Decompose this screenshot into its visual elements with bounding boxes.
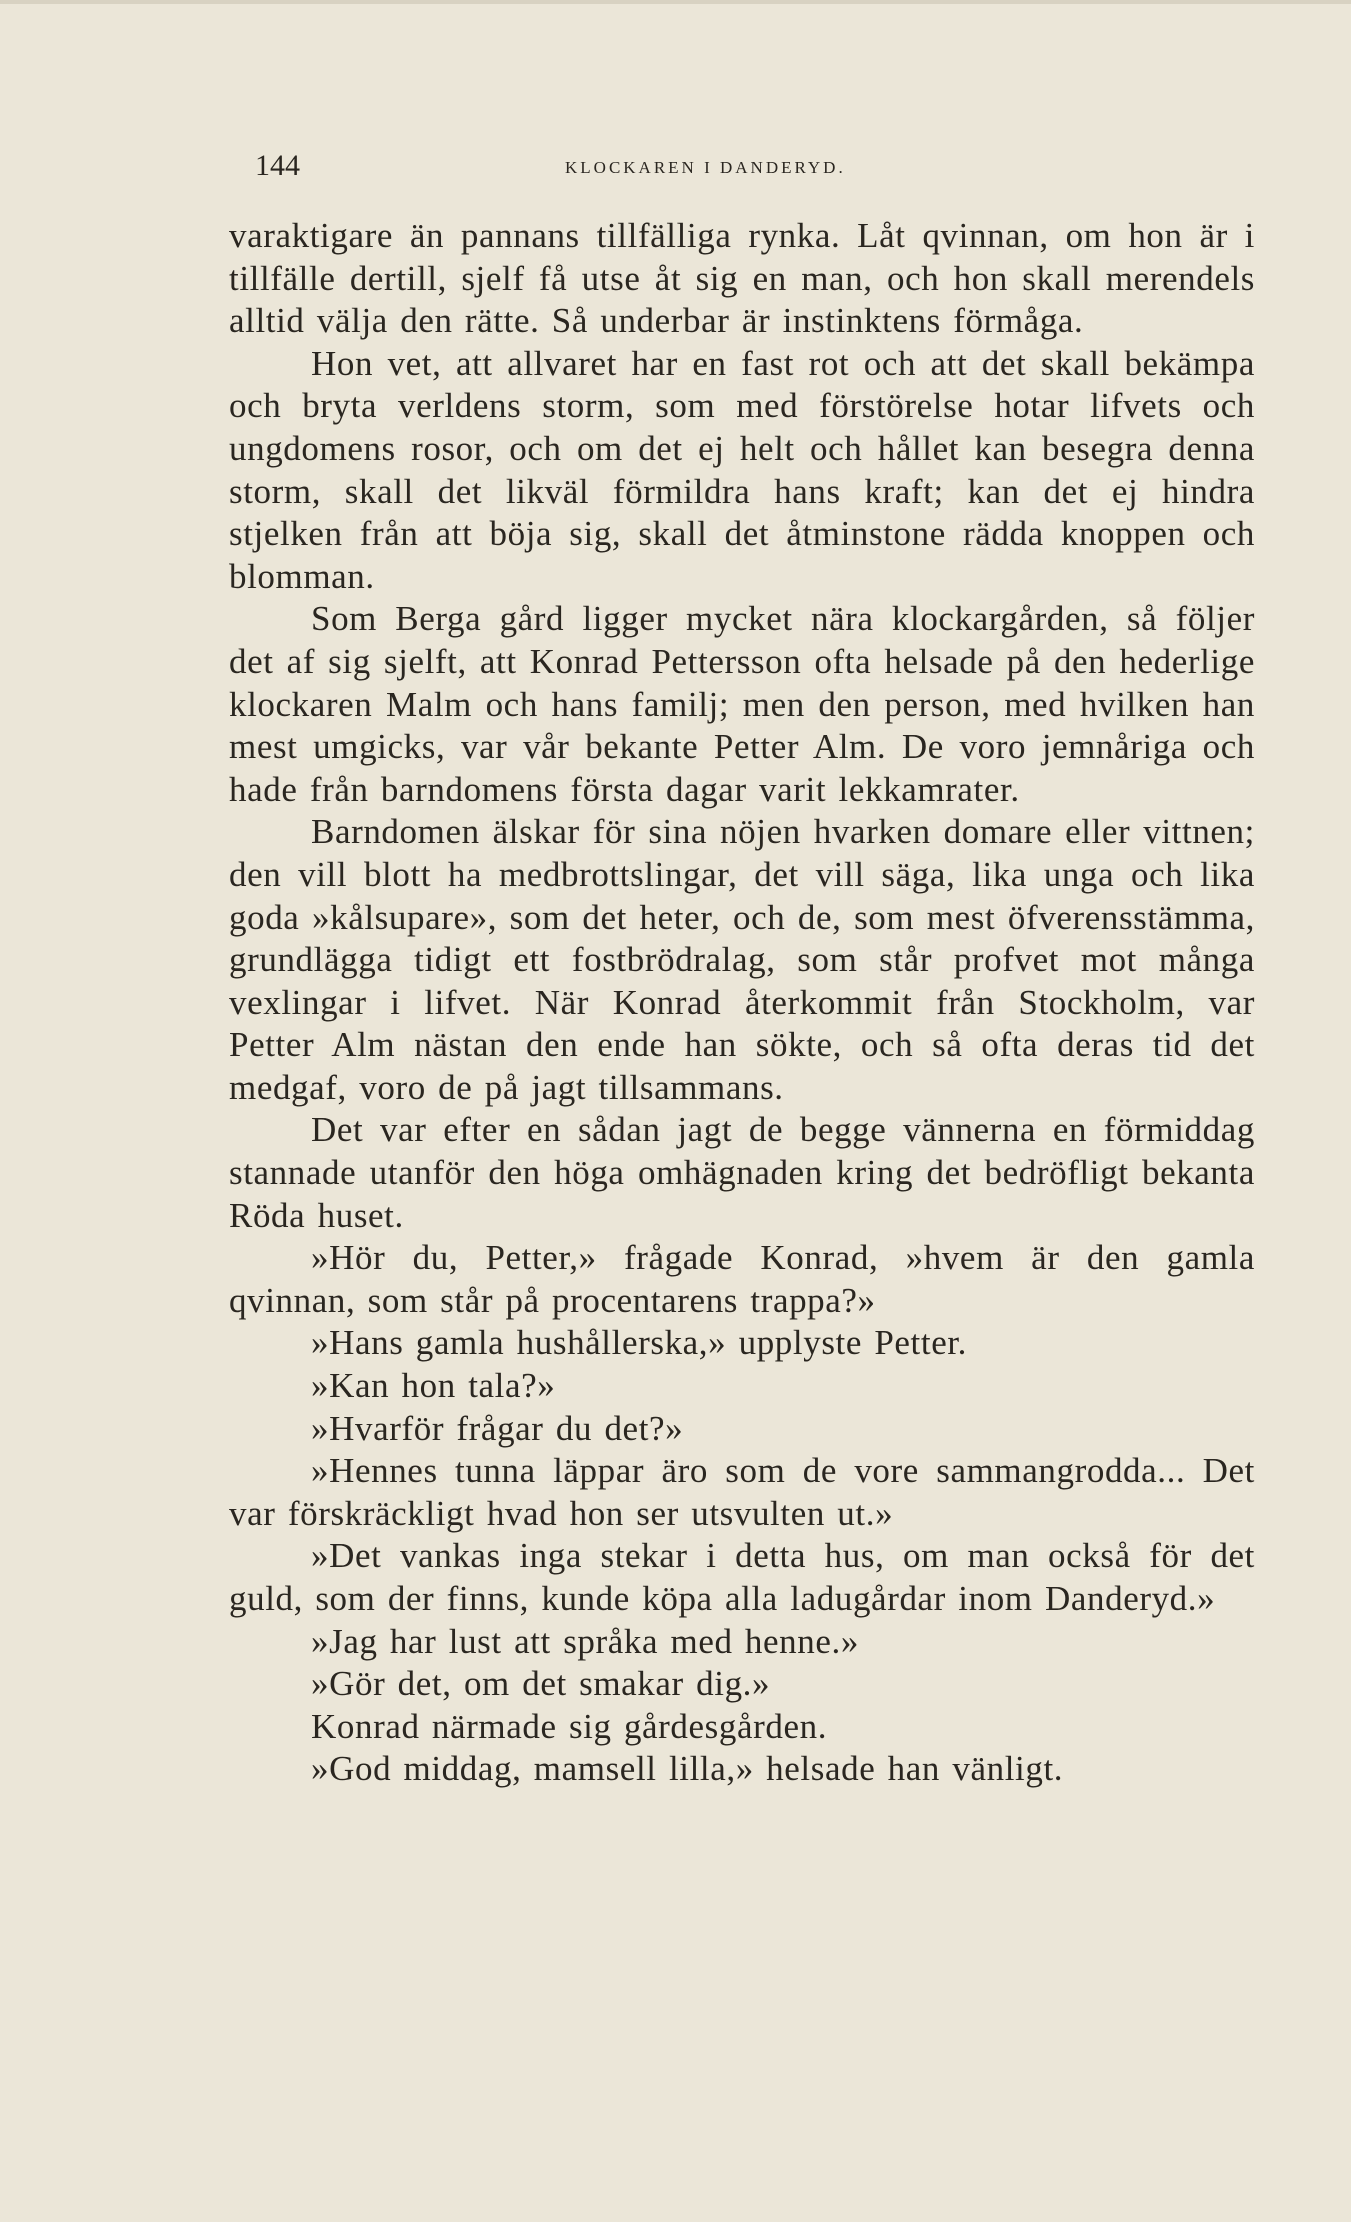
paragraph: varaktigare än pannans tillfälliga rynka. Låt qvinnan, om hon är i tillfälle dertill, sjelf få utse åt sig en man, och hon skall merendels alltid välja den rätte. Så underbar är instinktens förmåga. bbox=[229, 216, 1255, 341]
dialogue-paragraph: »God middag, mamsell lilla,» helsade han vänligt. bbox=[311, 1749, 1064, 1789]
dialogue-paragraph: »Jag har lust att språka med henne.» bbox=[311, 1621, 859, 1661]
dialogue-paragraph: »Hvarför frågar du det?» bbox=[311, 1408, 684, 1448]
paragraph: Som Berga gård ligger mycket nära klockargården, så följer det af sig sjelft, att Konrad Pettersson ofta helsade på den hederlige klockaren Malm och hans familj; men den person, med hvilken han mest umgicks, var vår bekante Petter Alm. De voro jemnåriga och hade från barndomens första dagar varit lekkamrater. bbox=[229, 599, 1255, 809]
dialogue-paragraph: »Det vankas inga stekar i detta hus, om man också för det guld, som der finns, kunde köpa alla ladugårdar inom Danderyd.» bbox=[229, 1536, 1255, 1618]
running-head: KLOCKAREN I DANDERYD. bbox=[565, 158, 846, 177]
body-text bbox=[229, 215, 1255, 1791]
paragraph: Hon vet, att allvaret har en fast rot och att det skall bekämpa och bryta verldens storm, som med förstörelse hotar lifvets och ungdomens rosor, och om det ej helt och hållet kan besegra denna storm, skall det likväl förmildra hans kraft; kan det ej hindra stjelken från att böja sig, skall det åtminstone rädda knoppen och blomman. bbox=[229, 343, 1255, 596]
dialogue-paragraph: »Hans gamla hushållerska,» upplyste Petter. bbox=[311, 1323, 968, 1363]
dialogue-paragraph: »Hennes tunna läppar äro som de vore sammangrodda... Det var förskräckligt hvad hon ser utsvulten ut.» bbox=[229, 1451, 1255, 1533]
dialogue-paragraph: »Hör du, Petter,» frågade Konrad, »hvem är den gamla qvinnan, som står på procentarens trappa?» bbox=[229, 1238, 1255, 1320]
dialogue-paragraph: »Kan hon tala?» bbox=[311, 1366, 556, 1406]
dialogue-paragraph: »Gör det, om det smakar dig.» bbox=[311, 1664, 771, 1704]
paragraph: Barndomen älskar för sina nöjen hvarken domare eller vittnen; den vill blott ha medbrottslingar, det vill säga, lika unga och lika goda »kålsupare», som det heter, och de, som mest öfverensstämma, grundlägga tidigt ett fostbrödralag, som står profvet mot många vexlingar i lifvet. När Konrad återkommit från Stockholm, var Petter Alm nästan den ende han sökte, och så ofta deras tid det medgaf, voro de på jagt tillsammans. bbox=[229, 812, 1255, 1107]
page-header bbox=[255, 148, 1235, 188]
paragraph: Konrad närmade sig gårdesgården. bbox=[311, 1706, 828, 1746]
page-top-edge bbox=[0, 0, 1351, 4]
page-number: 144 bbox=[255, 149, 300, 182]
paragraph: Det var efter en sådan jagt de begge vännerna en förmiddag stannade utanför den höga omhägnaden kring det bedröfligt bekanta Röda huset. bbox=[229, 1110, 1255, 1235]
